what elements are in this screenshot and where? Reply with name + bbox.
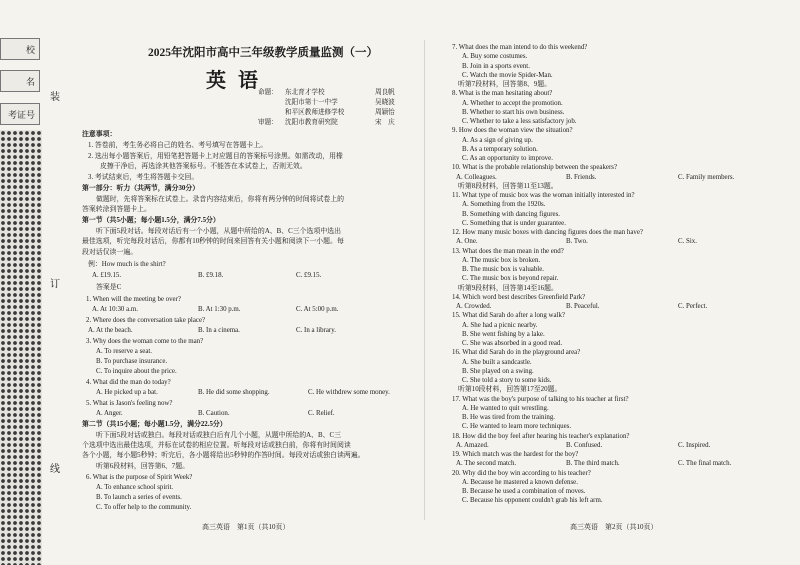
option: C. Something that is under guarantee.	[462, 219, 566, 227]
staff-school: 东北育才学校	[285, 89, 325, 96]
question: 4. What did the man do today?	[86, 379, 171, 386]
question: 9. How does the woman view the situation?	[452, 127, 573, 135]
instruction-line: 个选项中选出最佳选项，并标在试卷的相应位置。听每段对话或独白前，你将有时间阅读	[82, 442, 351, 449]
option: B. In a cinema.	[198, 327, 240, 334]
option-row	[456, 303, 707, 311]
staff-school: 沈阳市教育研究院	[285, 119, 338, 126]
option: A. Whether to accept the promotion.	[462, 99, 563, 107]
anti-copy-pattern	[0, 130, 42, 565]
staff-row	[258, 118, 418, 128]
option: B. To purchase insurance.	[96, 358, 168, 365]
question: 3. Why does the woman come to the man?	[86, 338, 204, 345]
option: C. To offer help to the community.	[96, 504, 192, 511]
example-question: 例：How much is the shirt?	[88, 261, 166, 268]
option: C. Six.	[678, 238, 697, 246]
question: 12. How many music boxes with dancing figures does the man have?	[452, 229, 643, 236]
option: A. Because he mastered a known defense.	[462, 478, 578, 486]
instruction-line: 听下面5段对话。每段对话后有一个小题，从题中所给的A、B、C三个选项中选出	[96, 228, 342, 235]
question: 10. What is the probable relationship between the speakers?	[452, 164, 618, 172]
instruction-line: 听下面5段对话或独白。每段对话或独白后有几个小题，从题中所给的A、B、C三	[96, 432, 342, 439]
note-line: 3. 考试结束后，考生将答题卡交回。	[88, 174, 199, 181]
option: B. Join in a sports event.	[462, 62, 530, 70]
part-heading: 第一部分：听力（共两节，满分30分）	[82, 185, 200, 192]
question: 16. What did Sarah do in the playground area?	[452, 349, 581, 357]
instruction-line: 最佳选项，听完每段对话后，你都有10秒钟的时间来回答有关小题和阅读下一小题。每	[82, 238, 344, 245]
option: A. To reserve a seat.	[96, 348, 153, 355]
staff-row	[258, 98, 418, 108]
exam-number-field: 考证号	[0, 103, 40, 125]
question: 2. Where does the conversation take place?	[86, 317, 206, 324]
exam-title: 2025年沈阳市高中三年级教学质量监测（一）	[148, 47, 378, 59]
material-note: 听第9段材料，回答第14至16题。	[458, 284, 558, 292]
option: A. The second match.	[456, 460, 517, 468]
option: C. As an opportunity to improve.	[462, 155, 553, 162]
option: B. She played on a swing.	[462, 367, 534, 375]
material-note: 听第6段材料，回答第6、7题。	[96, 463, 190, 470]
school-field: 校	[0, 38, 40, 60]
staff-role: 审题：	[258, 119, 278, 126]
question: 14. Which word best describes Greenfield Park?	[452, 293, 586, 301]
option: C. The final match.	[678, 460, 732, 468]
question: 19. Which match was the hardest for the boy?	[452, 451, 579, 458]
option: B. Two.	[566, 238, 588, 246]
section-heading: 第一节（共5小题；每小题1.5分，满分7.5分）	[82, 217, 220, 224]
option: A. At the beach.	[88, 327, 133, 334]
option-row	[456, 174, 734, 182]
page-footer-right: 高三英语 第2页（共10页）	[570, 523, 658, 531]
name-field: 名	[0, 70, 40, 92]
option: B. Friends.	[566, 173, 597, 181]
staff-row	[258, 88, 418, 98]
option: C. Whether to take a less satisfactory job.	[462, 118, 577, 125]
question: 13. What does the man mean in the end?	[452, 247, 564, 255]
option: C. He withdrew some money.	[308, 389, 390, 396]
option: A. Buy some costumes.	[462, 53, 528, 61]
staff-role: 命题：	[258, 89, 278, 96]
staff-role	[258, 108, 285, 118]
option: C. Inspired.	[678, 441, 711, 449]
instruction-line: 答案转涂到答题卡上。	[82, 206, 151, 213]
option: B. As a temporary solution.	[462, 145, 538, 153]
option: A. He picked up a bat.	[96, 389, 158, 396]
question: 17. What was the boy's purpose of talking to his teacher at first?	[452, 395, 629, 403]
staff-school: 沈阳市第十一中学	[285, 99, 338, 106]
question: 6. What is the purpose of Spirit Week?	[86, 474, 193, 481]
option: B. She went fishing by a lake.	[462, 330, 545, 338]
bind-char-1: 装	[50, 92, 60, 103]
subject-title: 英语	[206, 68, 270, 92]
column-divider	[424, 40, 425, 520]
option: B. Peaceful.	[566, 303, 600, 310]
option: A. Colleagues.	[456, 173, 497, 181]
option: B. Caution.	[198, 410, 230, 417]
option-row	[456, 460, 731, 468]
option: C. She was absorbed in a good read.	[462, 340, 563, 347]
option: A. She had a picnic nearby.	[462, 321, 538, 329]
option: A. At 10:30 a.m.	[92, 306, 138, 313]
option: C. Watch the movie Spider-Man.	[462, 71, 553, 79]
question: 5. What is Jason's feeling now?	[86, 400, 173, 407]
option-row	[456, 238, 697, 246]
option: C. She told a story to some kids.	[462, 377, 552, 384]
option: C. To inquire about the price.	[96, 368, 177, 375]
section-heading: 第二节（共15小题；每小题1.5分，满分22.5分）	[82, 421, 227, 428]
material-note: 听第8段材料，回答第11至13题。	[458, 182, 558, 190]
question: 11. What type of music box was the woman initially interested in?	[452, 192, 635, 199]
option: C. Relief.	[308, 410, 335, 417]
option: A. As a sign of giving up.	[462, 136, 533, 144]
option: B. Something with dancing figures.	[462, 210, 560, 218]
example-answer: 答案是C	[96, 284, 122, 291]
instruction-line: 做题时，先将答案标在试卷上。录音内容结束后，你将有两分钟的时间将试卷上的	[96, 196, 345, 203]
option: A. One.	[456, 238, 478, 246]
option: B. Confused.	[566, 441, 603, 449]
page-footer-left: 高三英语 第1页（共10页）	[202, 523, 290, 531]
option: C. £9.15.	[296, 272, 322, 279]
option: A. £19.15.	[92, 272, 122, 279]
option: C. Perfect.	[678, 303, 708, 310]
question: 1. When will the meeting be over?	[86, 296, 181, 303]
option: A. To enhance school spirit.	[96, 484, 174, 491]
instruction-line: 段对话仅读一遍。	[82, 249, 138, 256]
option: B. He did some shopping.	[198, 389, 270, 396]
option: A. She built a sandcastle.	[462, 358, 532, 366]
note-line: 皮擦干净后，再选涂其他答案标号。不能答在本试卷上，否则无效。	[100, 163, 307, 170]
option: B. At 1:30 p.m.	[198, 306, 241, 313]
staff-name: 宋 庆	[375, 119, 395, 126]
option-row	[96, 410, 335, 418]
question: 7. What does the man intend to do this weekend?	[452, 44, 588, 51]
option-row	[456, 442, 710, 450]
option: C. Because his opponent couldn't grab his left arm.	[462, 497, 603, 505]
option: C. At 5:00 p.m.	[296, 306, 339, 313]
option: B. Whether to start his own business.	[462, 108, 565, 116]
option: A. Crowded.	[456, 303, 492, 310]
staff-school: 和平区教师进修学校	[285, 109, 345, 116]
question: 8. What is the man hesitating about?	[452, 90, 553, 98]
option: C. In a library.	[296, 327, 336, 334]
staff-role	[258, 98, 285, 108]
instruction-line: 各个小题，每小题5秒钟；听完后，各小题将给出5秒钟的作答时间。每段对话或独白读两遍。	[82, 452, 365, 459]
binding-margin	[0, 0, 62, 565]
option-row	[92, 306, 339, 314]
option: A. Anger.	[96, 410, 123, 417]
option: B. £9.18.	[198, 272, 224, 279]
option: B. To launch a series of events.	[96, 494, 182, 501]
question: 18. How did the boy feel after hearing his teacher's explanation?	[452, 432, 630, 440]
option: A. Something from the 1920s.	[462, 201, 546, 209]
option: B. Because he used a combination of moves.	[462, 488, 586, 495]
option: A. He wanted to quit wrestling.	[462, 404, 549, 412]
note-line: 2. 选出每小题答案后，用铅笔把答题卡上对应题目的答案标号涂黑。如需改动，用橡	[88, 153, 343, 160]
option: B. He was tired from the training.	[462, 414, 555, 421]
notes-title: 注意事项：	[82, 131, 117, 138]
option: C. He wanted to learn more techniques.	[462, 423, 572, 431]
material-note: 听第10段材料，回答第17至20题。	[458, 386, 562, 394]
option: A. The music box is broken.	[462, 256, 541, 264]
staff-name: 周良帆	[375, 89, 395, 96]
staff-row	[258, 108, 418, 118]
staff-name: 吴晓波	[375, 99, 395, 106]
option: C. Family members.	[678, 173, 735, 181]
option-row	[96, 389, 390, 397]
option: B. The music box is valuable.	[462, 266, 544, 273]
option: C. The music box is beyond repair.	[462, 275, 559, 283]
staff-name: 周颖怡	[375, 109, 395, 116]
option: A. Amazed.	[456, 441, 489, 449]
option: B. The third match.	[566, 460, 620, 468]
option-row	[92, 272, 321, 280]
bind-char-3: 线	[50, 464, 60, 475]
note-line: 1. 答卷前，考生务必将自己的姓名、考号填写在答题卡上。	[88, 142, 268, 149]
staff-list	[258, 88, 418, 128]
bind-char-2: 订	[50, 279, 60, 290]
material-note: 听第7段材料，回答第8、9题。	[458, 81, 552, 88]
question: 20. Why did the boy win according to his teacher?	[452, 469, 591, 477]
question: 15. What did Sarah do after a long walk?	[452, 312, 565, 320]
option-row	[88, 327, 336, 335]
